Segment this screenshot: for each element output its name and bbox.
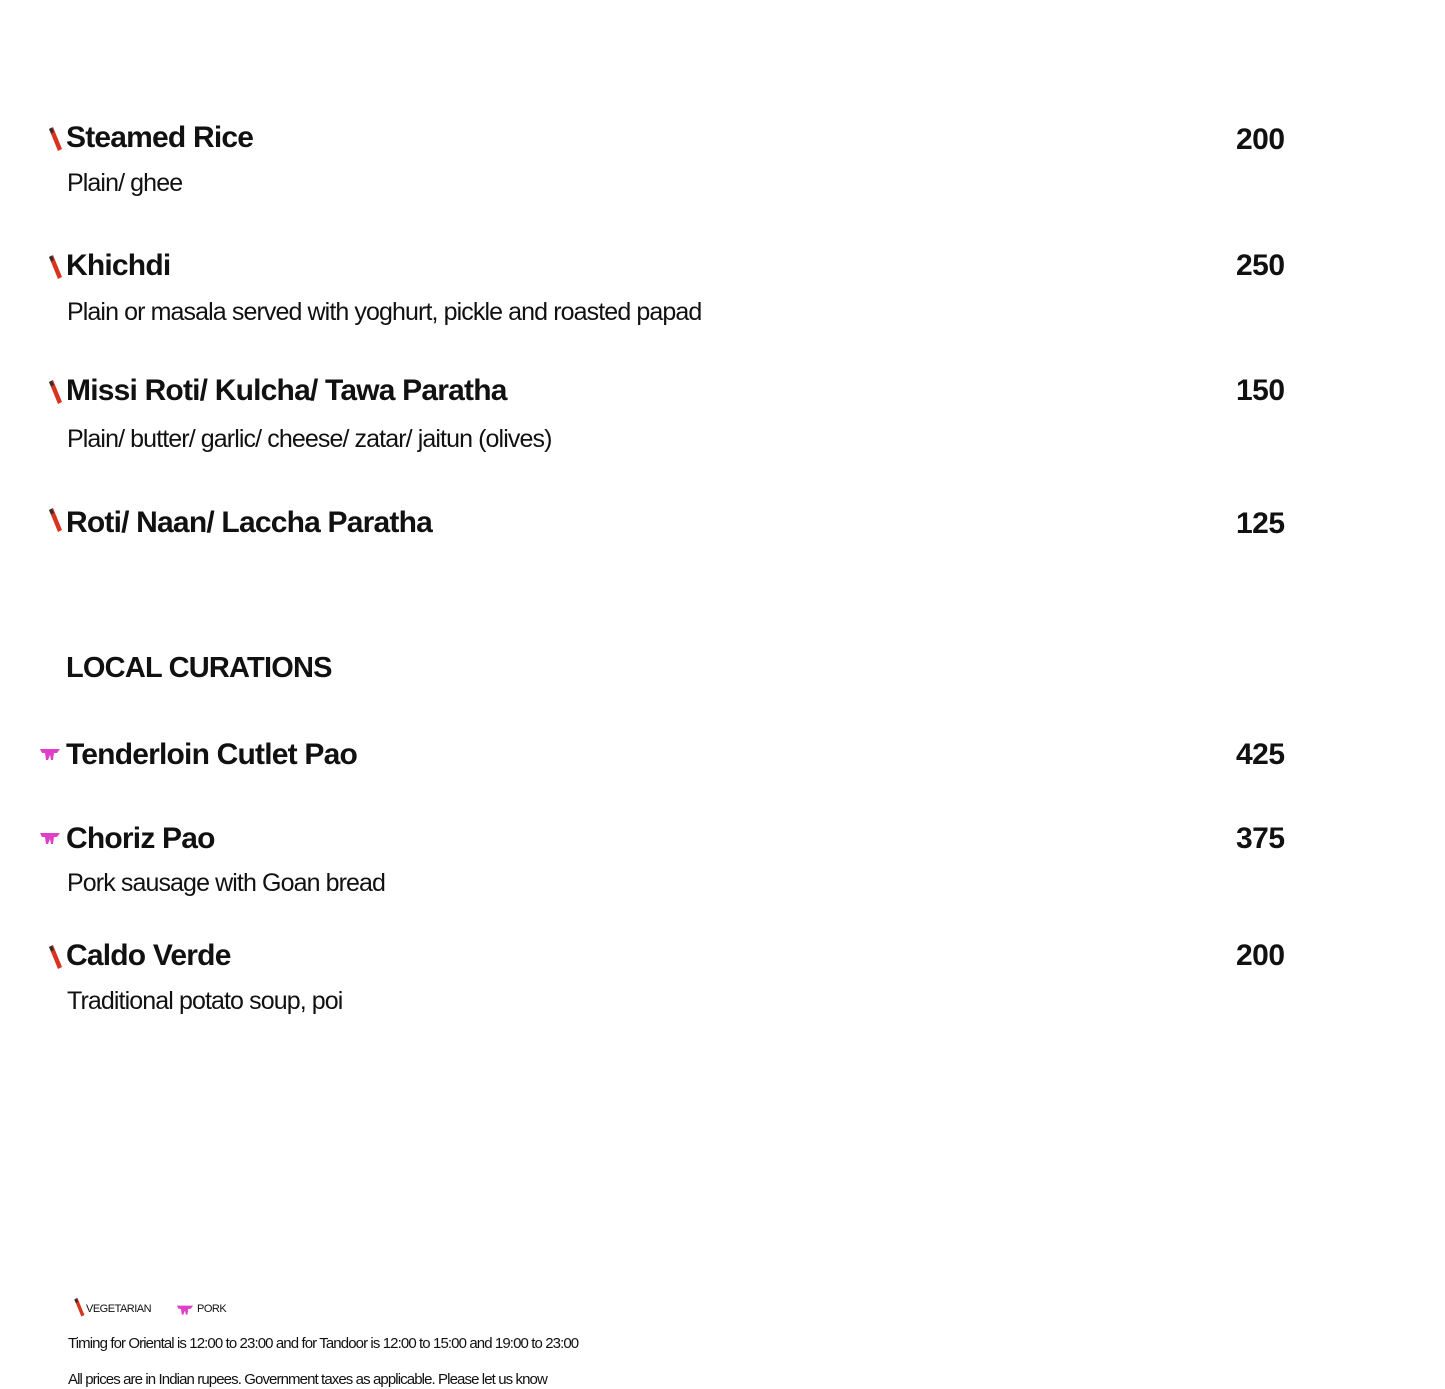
pork-pig-icon (176, 1304, 194, 1317)
item-price: 250 (1236, 249, 1285, 282)
timing-note: Timing for Oriental is 12:00 to 23:00 and for Tandoor is 12:00 to 15:00 and 19:00 to 23:00 (68, 1335, 579, 1352)
legend-vegetarian-label: VEGETARIAN (86, 1303, 152, 1315)
item-name: Khichdi (66, 249, 171, 282)
item-price: 150 (1236, 374, 1285, 407)
item-price: 425 (1236, 738, 1285, 771)
vegetarian-chili-icon (72, 1297, 86, 1319)
vegetarian-chili-icon (46, 254, 64, 282)
item-name: Tenderloin Cutlet Pao (66, 738, 357, 771)
pork-pig-icon (39, 747, 61, 763)
item-description: Plain/ ghee (67, 169, 183, 197)
item-name: Choriz Pao (66, 822, 215, 855)
section-title: LOCAL CURATIONS (66, 652, 332, 684)
item-description: Plain/ butter/ garlic/ cheese/ zatar/ jaitun (olives) (67, 425, 552, 453)
vegetarian-chili-icon (46, 507, 64, 535)
prices-note: All prices are in Indian rupees. Government taxes as applicable. Please let us know (68, 1371, 547, 1388)
item-price: 200 (1236, 123, 1285, 156)
vegetarian-chili-icon (46, 379, 64, 407)
item-name: Missi Roti/ Kulcha/ Tawa Paratha (66, 374, 507, 407)
item-price: 200 (1236, 939, 1285, 972)
item-price: 125 (1236, 507, 1285, 540)
legend-pork-label: PORK (197, 1303, 227, 1315)
item-description: Plain or masala served with yoghurt, pickle and roasted papad (67, 298, 702, 326)
item-name: Caldo Verde (66, 939, 231, 972)
item-name: Steamed Rice (66, 121, 254, 154)
item-price: 375 (1236, 822, 1285, 855)
pork-pig-icon (39, 831, 61, 847)
item-name: Roti/ Naan/ Laccha Paratha (66, 506, 432, 539)
vegetarian-chili-icon (46, 944, 64, 972)
item-description: Traditional potato soup, poi (67, 987, 343, 1015)
menu-footer (68, 1295, 1368, 1389)
vegetarian-chili-icon (46, 126, 64, 154)
item-description: Pork sausage with Goan bread (67, 869, 386, 897)
diet-legend (68, 1295, 1368, 1321)
